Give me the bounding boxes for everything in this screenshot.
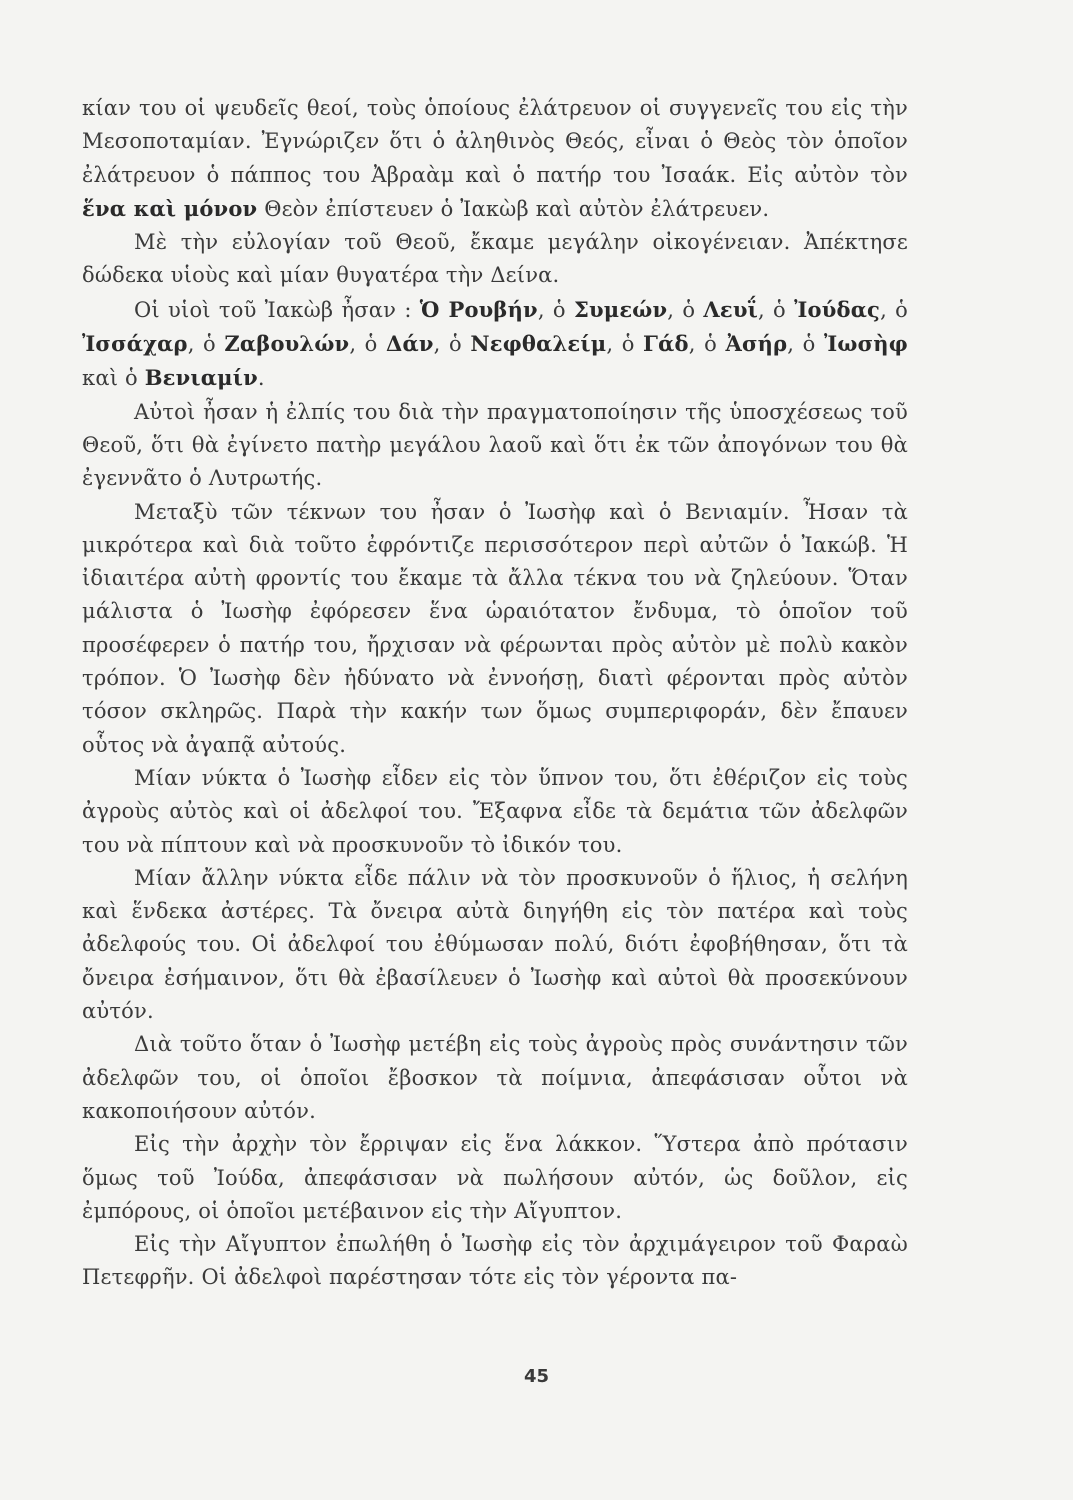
bold-name-text: Βενιαμίν: [144, 365, 258, 391]
paragraph-text: , ὁ: [433, 332, 471, 357]
paragraph-text: , ὁ: [349, 332, 387, 357]
bold-name-text: Ἰούδας: [794, 296, 881, 322]
paragraph-p1: [82, 92, 908, 226]
bold-name-text: Ἰωσὴφ: [823, 331, 908, 357]
paragraph-p5: [82, 496, 908, 762]
paragraph-text: , ὁ: [606, 332, 644, 357]
paragraph-text: Μίαν ἄλλην νύκτα εἶδε πάλιν νὰ τὸν προσκυνοῦν ὁ ἥλιος, ἡ σελήνη καὶ ἕνδεκα ἀστέρες. Τὰ ὄνειρα αὐτὰ διηγήθη εἰς τὸν πατέρα καὶ τοὺς ἀδελφούς του. Οἱ ἀδελφοί του ἐθύμωσαν πολύ, διότι ἐφοβήθησαν, ὅτι τὰ ὄνειρα ἐσήμαινον, ὅτι θὰ ἐβασίλευεν ὁ Ἰωσὴφ καὶ αὐτοὶ θὰ προσεκύνουν αὐτόν.: [82, 865, 908, 1024]
paragraph-text: Οἱ υἱοὶ τοῦ Ἰακὼβ ἦσαν :: [134, 297, 420, 322]
paragraph-p8: [82, 1028, 908, 1128]
bold-name-text: Συμεών: [573, 296, 668, 322]
page-body: [82, 92, 908, 1295]
paragraph-text: Μίαν νύκτα ὁ Ἰωσὴφ εἶδεν εἰς τὸν ὕπνον του, ὅτι ἐθέριζον εἰς τοὺς ἀγροὺς αὐτὸς καὶ οἱ ἀδελφοί του. Ἔξαφνα εἶδε τὰ δεμάτια τῶν ἀδελφῶν του νὰ πίπτουν καὶ νὰ προσκυνοῦν τὸ ἰδικόν του.: [82, 765, 908, 857]
bold-name-text: Δάν: [386, 331, 434, 357]
paragraph-text: , ὁ: [688, 332, 726, 357]
paragraph-text: Μὲ τὴν εὐλογίαν τοῦ Θεοῦ, ἔκαμε μεγάλην οἰκογένειαν. Ἀπέκτησε δώδεκα υἱοὺς καὶ μίαν θυγατέρα τὴν Δείνα.: [82, 230, 908, 288]
paragraph-text: , ὁ: [757, 297, 795, 322]
paragraph-p3: [82, 293, 908, 396]
paragraph-text: καὶ ὁ: [82, 366, 145, 391]
bold-name-text: ἕνα καὶ μόνον: [82, 195, 258, 221]
bold-name-text: Ζαβουλών: [224, 331, 350, 357]
paragraph-text: , ὁ: [880, 297, 908, 322]
paragraph-p9: [82, 1128, 908, 1228]
paragraph-text: , ὁ: [787, 332, 824, 357]
bold-name-text: Ἀσήρ: [725, 331, 788, 357]
paragraph-text: Διὰ τοῦτο ὅταν ὁ Ἰωσὴφ μετέβη εἰς τοὺς ἀγροὺς πρὸς συνάντησιν τῶν ἀδελφῶν του, οἱ ὁποῖοι ἔβοσκον τὰ ποίμνια, ἀπεφάσισαν οὗτοι νὰ κακοποιήσουν αὐτόν.: [82, 1032, 908, 1123]
paragraph-p2: [82, 226, 908, 293]
bold-name-text: Ὁ Ρουβήν: [419, 296, 538, 322]
page-number: 45: [523, 1366, 550, 1387]
paragraph-text: Θεὸν ἐπίστευεν ὁ Ἰακὼβ καὶ αὐτὸν ἐλάτρευεν.: [257, 196, 770, 221]
paragraph-text: Εἰς τὴν ἀρχὴν τὸν ἔρριψαν εἰς ἕνα λάκκον. Ὕστερα ἀπὸ πρότασιν ὅμως τοῦ Ἰούδα, ἀπεφάσισαν νὰ πωλήσουν αὐτόν, ὡς δοῦλον, εἰς ἐμπόρους, οἱ ὁποῖοι μετέβαινον εἰς τὴν Αἴγυπτον.: [82, 1132, 908, 1223]
paragraph-p6: [82, 762, 908, 862]
paragraph-text: Μεταξὺ τῶν τέκνων του ἦσαν ὁ Ἰωσὴφ καὶ ὁ Βενιαμίν. Ἦσαν τὰ μικρότερα καὶ διὰ τοῦτο ἐφρόντιζε περισσότερον περὶ αὐτῶν ὁ Ἰακώβ. Ἡ ἰδιαιτέρα αὐτὴ φροντίς του ἔκαμε τὰ ἄλλα τέκνα του νὰ ζηλεύουν. Ὅταν μάλιστα ὁ Ἰωσὴφ ἐφόρεσεν ἕνα ὡραιότατον ἔνδυμα, τὸ ὁποῖον τοῦ προσέφερεν ὁ πατήρ του, ἤρχισαν νὰ φέρωνται πρὸς αὐτὸν μὲ πολὺ κακὸν τρόπον. Ὁ Ἰωσὴφ δὲν ἠδύνατο νὰ ἐννοήσῃ, διατὶ φέρονται πρὸς αὐτὸν τόσον σκληρῶς. Παρὰ τὴν κακήν των ὅμως συμπεριφοράν, δὲν ἔπαυεν οὗτος νὰ ἀγαπᾷ αὐτούς.: [82, 499, 908, 757]
paragraph-text: , ὁ: [537, 297, 574, 322]
paragraph-text: Εἰς τὴν Αἴγυπτον ἐπωλήθη ὁ Ἰωσὴφ εἰς τὸν ἀρχιμάγειρον τοῦ Φαραὼ Πετεφρῆν. Οἱ ἀδελφοὶ παρέστησαν τότε εἰς τὸν γέροντα πα-: [82, 1232, 908, 1290]
paragraph-p7: [82, 862, 908, 1028]
bold-name-text: Ἰσσάχαρ: [82, 331, 188, 357]
bold-name-text: Νεφθαλείμ: [470, 331, 607, 357]
paragraph-p4: [82, 396, 908, 496]
paragraph-p10: [82, 1228, 908, 1295]
paragraph-text: Αὐτοὶ ἦσαν ἡ ἐλπίς του διὰ τὴν πραγματοποίησιν τῆς ὑποσχέσεως τοῦ Θεοῦ, ὅτι θὰ ἐγίνετο πατὴρ μεγάλου λαοῦ καὶ ὅτι ἐκ τῶν ἀπογόνων του θὰ ἐγεννᾶτο ὁ Λυτρωτής.: [82, 399, 908, 491]
paragraph-text: , ὁ: [187, 332, 225, 357]
bold-name-text: Γάδ: [643, 331, 689, 357]
paragraph-text: .: [257, 366, 265, 391]
bold-name-text: Λευΐ: [703, 296, 758, 322]
paragraph-text: κίαν του οἱ ψευδεῖς θεοί, τοὺς ὁποίους ἐλάτρευον οἱ συγγενεῖς του εἰς τὴν Μεσοποταμίαν. Ἐγνώριζεν ὅτι ὁ ἀληθινὸς Θεός, εἶναι ὁ Θεὸς τὸν ὁποῖον ἐλάτρευον ὁ πάππος του Ἀβραὰμ καὶ ὁ πατήρ του Ἰσαάκ. Εἰς αὐτὸν τὸν: [82, 96, 908, 187]
paragraph-text: , ὁ: [667, 297, 704, 322]
